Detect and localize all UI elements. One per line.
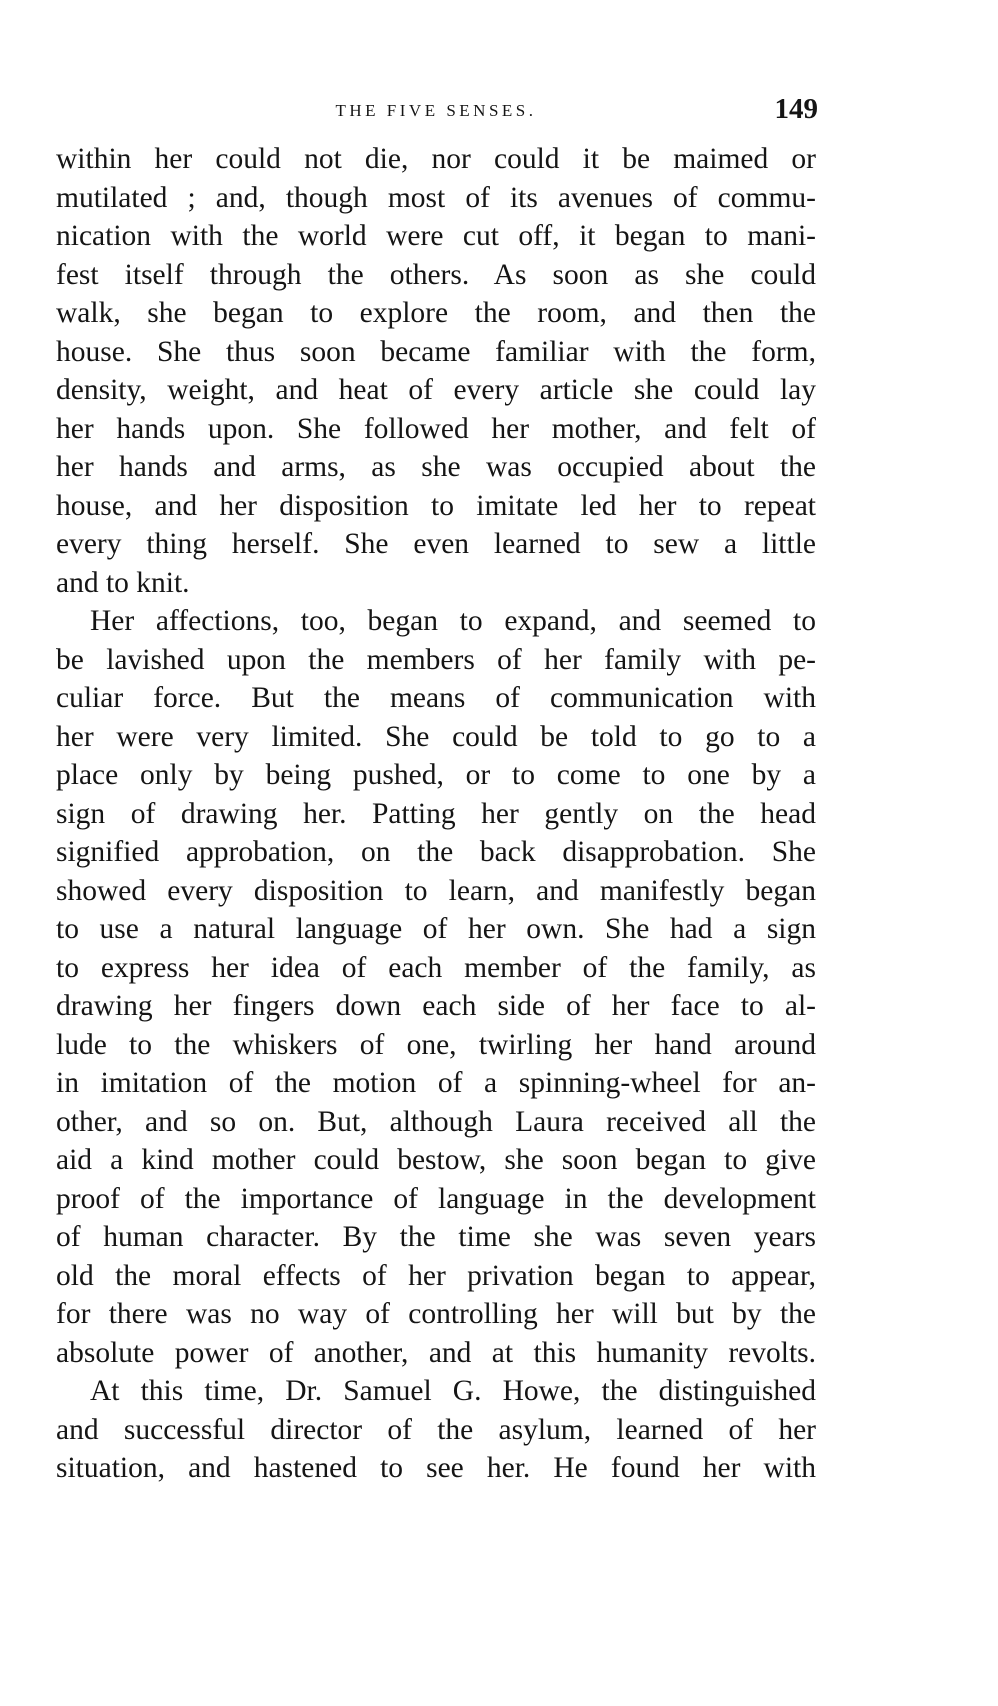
- text-line: to use a natural language of her own. She had a sign: [56, 913, 816, 945]
- text-line: in imitation of the motion of a spinning-wheel for an-: [56, 1067, 816, 1099]
- text-line: other, and so on. But, although Laura received all the: [56, 1105, 816, 1138]
- text-line: be lavished upon the members of her family with pe-: [56, 643, 816, 676]
- text-line: culiar force. But the means of communication with: [56, 682, 816, 714]
- running-head: [56, 93, 816, 133]
- text-line: within her could not die, nor could it be maimed or: [56, 143, 816, 175]
- text-line: and to knit.: [56, 566, 190, 599]
- text-line: At this time, Dr. Samuel G. Howe, the distinguished: [90, 1375, 816, 1407]
- text-line: proof of the importance of language in the development: [56, 1182, 816, 1215]
- text-line: drawing her fingers down each side of her face to al-: [56, 990, 816, 1022]
- text-line: situation, and hastened to see her. He found her with: [56, 1452, 816, 1484]
- text-line: mutilated ; and, though most of its avenues of commu-: [56, 181, 816, 214]
- text-line: old the moral effects of her privation began to appear,: [56, 1259, 816, 1292]
- text-line: walk, she began to explore the room, and then the: [56, 297, 816, 329]
- text-line: her hands and arms, as she was occupied about the: [56, 451, 816, 483]
- text-line: her hands upon. She followed her mother, and felt of: [56, 412, 816, 445]
- text-line: sign of drawing her. Patting her gently on the head: [56, 797, 816, 830]
- text-line: house, and her disposition to imitate led her to repeat: [56, 489, 816, 522]
- text-line: house. She thus soon became familiar with the form,: [56, 335, 816, 368]
- text-line: density, weight, and heat of every article she could lay: [56, 374, 816, 406]
- text-line: and successful director of the asylum, learned of her: [56, 1413, 816, 1446]
- page-number: 149: [774, 93, 818, 125]
- running-title: THE FIVE SENSES.: [335, 101, 537, 120]
- text-line: place only by being pushed, or to come to one by a: [56, 759, 816, 791]
- body-text: [56, 140, 816, 1488]
- text-line: Her affections, too, began to expand, and seemed to: [90, 605, 816, 637]
- text-line: to express her idea of each member of the family, as: [56, 951, 816, 984]
- text-line: of human character. By the time she was seven years: [56, 1221, 816, 1253]
- text-line: for there was no way of controlling her will but by the: [56, 1298, 816, 1330]
- text-line: absolute power of another, and at this humanity revolts.: [56, 1336, 816, 1369]
- text-line: showed every disposition to learn, and manifestly began: [56, 874, 816, 907]
- text-line: signified approbation, on the back disapprobation. She: [56, 836, 816, 868]
- text-line: lude to the whiskers of one, twirling her hand around: [56, 1028, 816, 1061]
- text-line: every thing herself. She even learned to sew a little: [56, 528, 816, 560]
- text-line: aid a kind mother could bestow, she soon began to give: [56, 1144, 816, 1176]
- text-line: her were very limited. She could be told to go to a: [56, 720, 816, 753]
- text-line: nication with the world were cut off, it began to mani-: [56, 220, 816, 252]
- text-line: fest itself through the others. As soon as she could: [56, 258, 816, 291]
